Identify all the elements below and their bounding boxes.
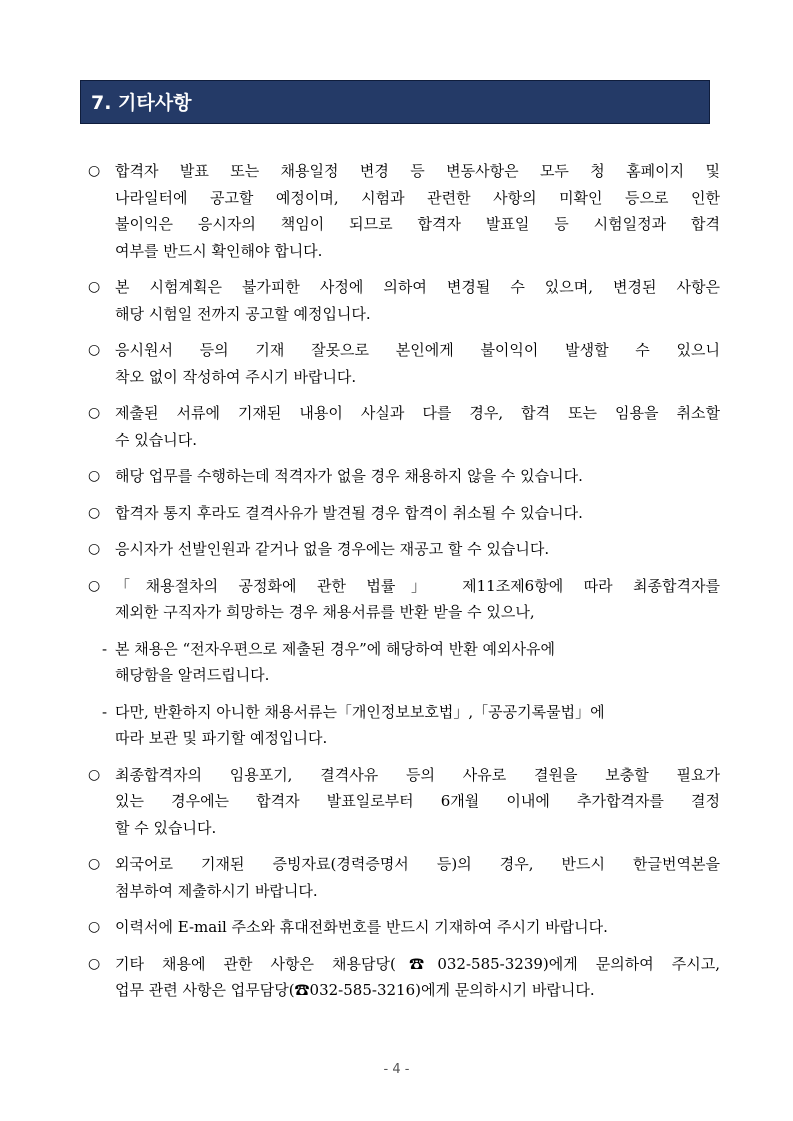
bullet-circle-icon: ○ [88,342,101,358]
notice-sub-list [85,636,720,752]
bullet-circle-icon: ○ [88,163,101,179]
notice-line: 불이익은 응시자의 책임이 되므로 합격자 발표일 등 시험일정과 합격 [115,215,720,233]
bullet-circle-icon: ○ [88,468,101,484]
notice-line: 외국어로 기재된 증빙자료(경력증명서 등)의 경우, 반드시 한글번역본을 [115,855,720,873]
bullet-circle-icon: ○ [88,766,101,783]
notice-line: 기타 채용에 관한 사항은 채용담당(☎032-585-3239)에게 문의하여 주시고, [115,954,720,973]
notice-line: 수 있습니다. [115,430,197,449]
bullet-circle-icon: ○ [88,856,101,872]
notice-line: 있는 경우에는 합격자 발표일로부터 6개월 이내에 추가합격자를 결정 [115,792,720,810]
bullet-circle-icon: ○ [88,919,101,935]
notice-line: 합격자 통지 후라도 결격사유가 발견될 경우 합격이 취소될 수 있습니다. [115,503,583,522]
notice-line: 해당 업무를 수행하는데 적격자가 없을 경우 채용하지 않을 수 있습니다. [115,467,583,485]
bullet-circle-icon: ○ [88,279,101,295]
notice-line: 응시원서 등의 기재 잘못으로 본인에게 불이익이 발생할 수 있으니 [115,341,720,359]
notice-line: 나라일터에 공고할 예정이며, 시험과 관련한 사항의 미확인 등으로 인한 [115,188,720,207]
notice-item [85,573,720,626]
notice-line: 착오 없이 작성하여 주시기 바랍니다. [115,367,357,386]
notice-item [85,951,720,1004]
notice-item [85,500,720,527]
notice-item [85,463,720,490]
notice-line: 제출된 서류에 기재된 내용이 사실과 다를 경우, 합격 또는 임용을 취소할 [115,404,720,422]
notice-line: 제외한 구직자가 희망하는 경우 채용서류를 반환 받을 수 있으나, [115,603,535,621]
bullet-circle-icon: ○ [88,577,101,594]
notice-line: 이력서에 E-mail 주소와 휴대전화번호를 반드시 기재하여 주시기 바랍니다. [115,918,608,936]
notice-list [85,158,720,626]
notice-line: 할 수 있습니다. [115,818,217,837]
notice-line: 최종합격자의 임용포기, 결격사유 등의 사유로 결원을 보충할 필요가 [115,765,720,784]
notice-list-continued [85,762,720,1004]
notice-line: 해당함을 알려드립니다. [115,666,270,684]
bullet-circle-icon: ○ [88,504,101,521]
notice-item [85,914,720,941]
notice-line: 본 채용은 “전자우편으로 제출된 경우”에 해당하여 반환 예외사유에 [115,639,555,658]
section-header-bar [80,80,710,124]
notice-item [85,536,720,563]
notice-line: 해당 시험일 전까지 공고할 예정입니다. [115,304,371,323]
notice-sub-item [85,699,720,752]
notice-item [85,762,720,842]
notice-item [85,337,720,390]
bullet-circle-icon: ○ [88,955,101,972]
notice-line: 업무 관련 사항은 업무담당(☎032-585-3216)에게 문의하시기 바랍니다. [115,981,595,999]
notice-sub-item [85,636,720,689]
notice-line: 응시자가 선발인원과 같거나 없을 경우에는 재공고 할 수 있습니다. [115,540,550,558]
notice-content [85,158,720,1014]
bullet-circle-icon: ○ [88,541,101,557]
dash-marker: - [102,702,108,721]
bullet-circle-icon: ○ [88,405,101,421]
notice-line: 본 시험계획은 불가피한 사정에 의하여 변경될 수 있으며, 변경된 사항은 [115,278,720,296]
section-title: 7. 기타사항 [91,92,192,114]
page-number: - 4 - [383,1062,410,1077]
notice-line: 「채용절차의 공정화에 관한 법률」 제11조제6항에 따라 최종합격자를 [115,576,720,595]
notice-line: 따라 보관 및 파기할 예정입니다. [115,729,328,747]
notice-item [85,400,720,453]
dash-marker: - [102,639,108,658]
notice-line: 다만, 반환하지 아니한 채용서류는「개인정보보호법」,「공공기록물법」에 [115,702,605,721]
notice-item [85,274,720,327]
notice-item [85,851,720,904]
notice-line: 여부를 반드시 확인해야 합니다. [115,241,323,260]
notice-line: 첨부하여 제출하시기 바랍니다. [115,881,318,900]
notice-line: 합격자 발표 또는 채용일정 변경 등 변동사항은 모두 청 홈페이지 및 [115,162,720,180]
notice-item [85,158,720,264]
